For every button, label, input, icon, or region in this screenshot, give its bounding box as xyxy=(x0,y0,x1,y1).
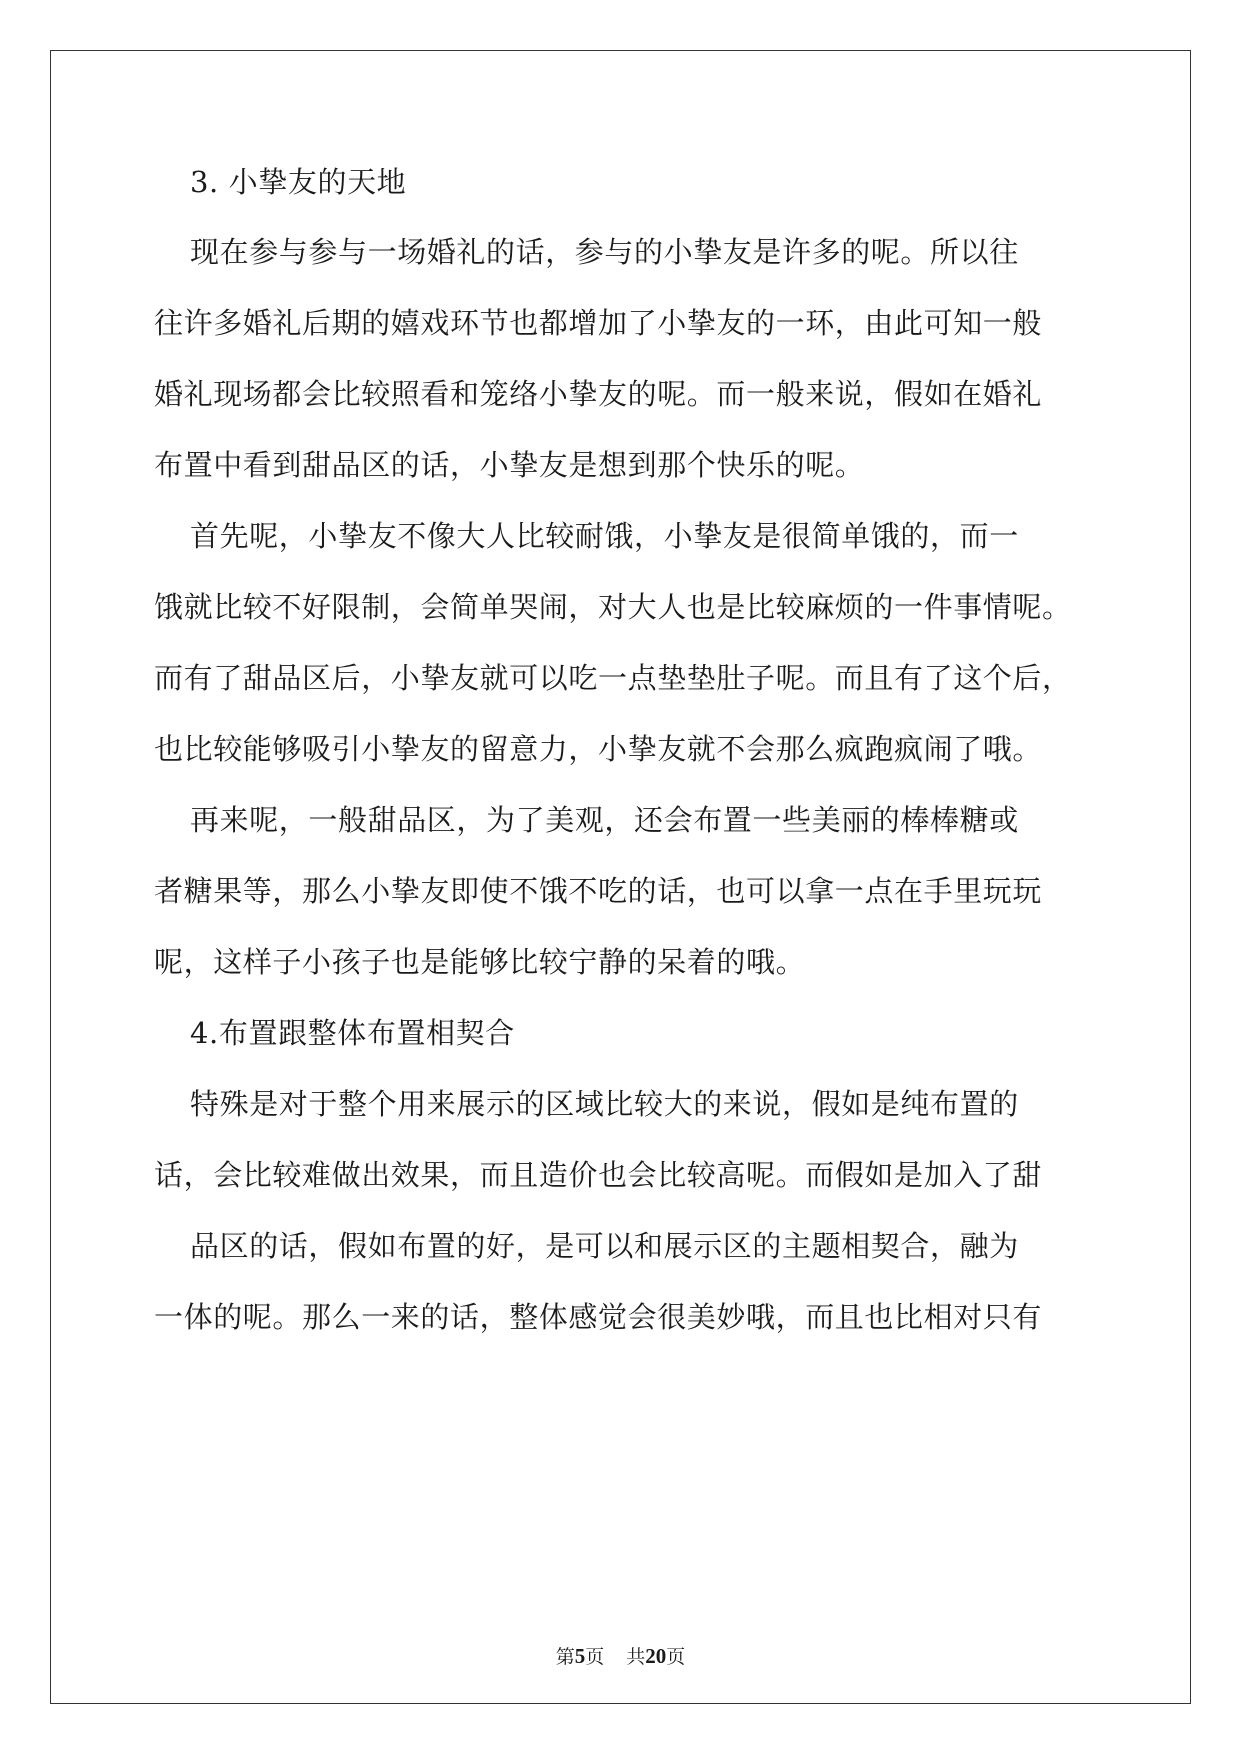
total-page-count: 20 xyxy=(645,1644,667,1668)
paragraph-line: 再来呢，一般甜品区，为了美观，还会布置一些美丽的棒棒糖或 xyxy=(190,803,1019,837)
section-heading: 3. 小挚友的天地 xyxy=(190,165,407,199)
paragraph-line: 一体的呢。那么一来的话，整体感觉会很美妙哦，而且也比相对只有 xyxy=(154,1300,1043,1334)
section-heading: 4.布置跟整体布置相契合 xyxy=(190,1016,515,1050)
paragraph-line: 饿就比较不好限制，会简单哭闹，对大人也是比较麻烦的一件事情呢。 xyxy=(154,590,1072,624)
paragraph-line: 婚礼现场都会比较照看和笼络小挚友的呢。而一般来说，假如在婚礼 xyxy=(154,377,1043,411)
paragraph-line: 话，会比较难做出效果，而且造价也会比较高呢。而假如是加入了甜 xyxy=(154,1158,1043,1192)
paragraph-line: 呢，这样子小孩子也是能够比较宁静的呆着的哦。 xyxy=(154,945,806,979)
paragraph-line: 者糖果等，那么小挚友即使不饿不吃的话，也可以拿一点在手里玩玩 xyxy=(154,874,1043,908)
paragraph-line: 品区的话，假如布置的好，是可以和展示区的主题相契合，融为 xyxy=(190,1229,1019,1263)
footer-total-suffix: 页 xyxy=(666,1646,686,1668)
footer-prefix: 第 xyxy=(555,1646,575,1668)
paragraph-line: 往许多婚礼后期的嬉戏环节也都增加了小挚友的一环，由此可知一般 xyxy=(154,306,1043,340)
footer-total-prefix: 共 xyxy=(626,1646,646,1668)
page-footer xyxy=(0,1643,1241,1670)
paragraph-line: 也比较能够吸引小挚友的留意力，小挚友就不会那么疯跑疯闹了哦。 xyxy=(154,732,1043,766)
paragraph-line: 特殊是对于整个用来展示的区域比较大的来说，假如是纯布置的 xyxy=(190,1087,1019,1121)
paragraph-line: 而有了甜品区后，小挚友就可以吃一点垫垫肚子呢。而且有了这个后， xyxy=(154,661,1072,695)
paragraph-line: 首先呢，小挚友不像大人比较耐饿，小挚友是很简单饿的，而一 xyxy=(190,519,1019,553)
paragraph-line: 布置中看到甜品区的话，小挚友是想到那个快乐的呢。 xyxy=(154,448,865,482)
footer-page-suffix: 页 xyxy=(585,1646,605,1668)
paragraph-line: 现在参与参与一场婚礼的话，参与的小挚友是许多的呢。所以往 xyxy=(190,235,1019,269)
current-page-number: 5 xyxy=(574,1644,586,1668)
